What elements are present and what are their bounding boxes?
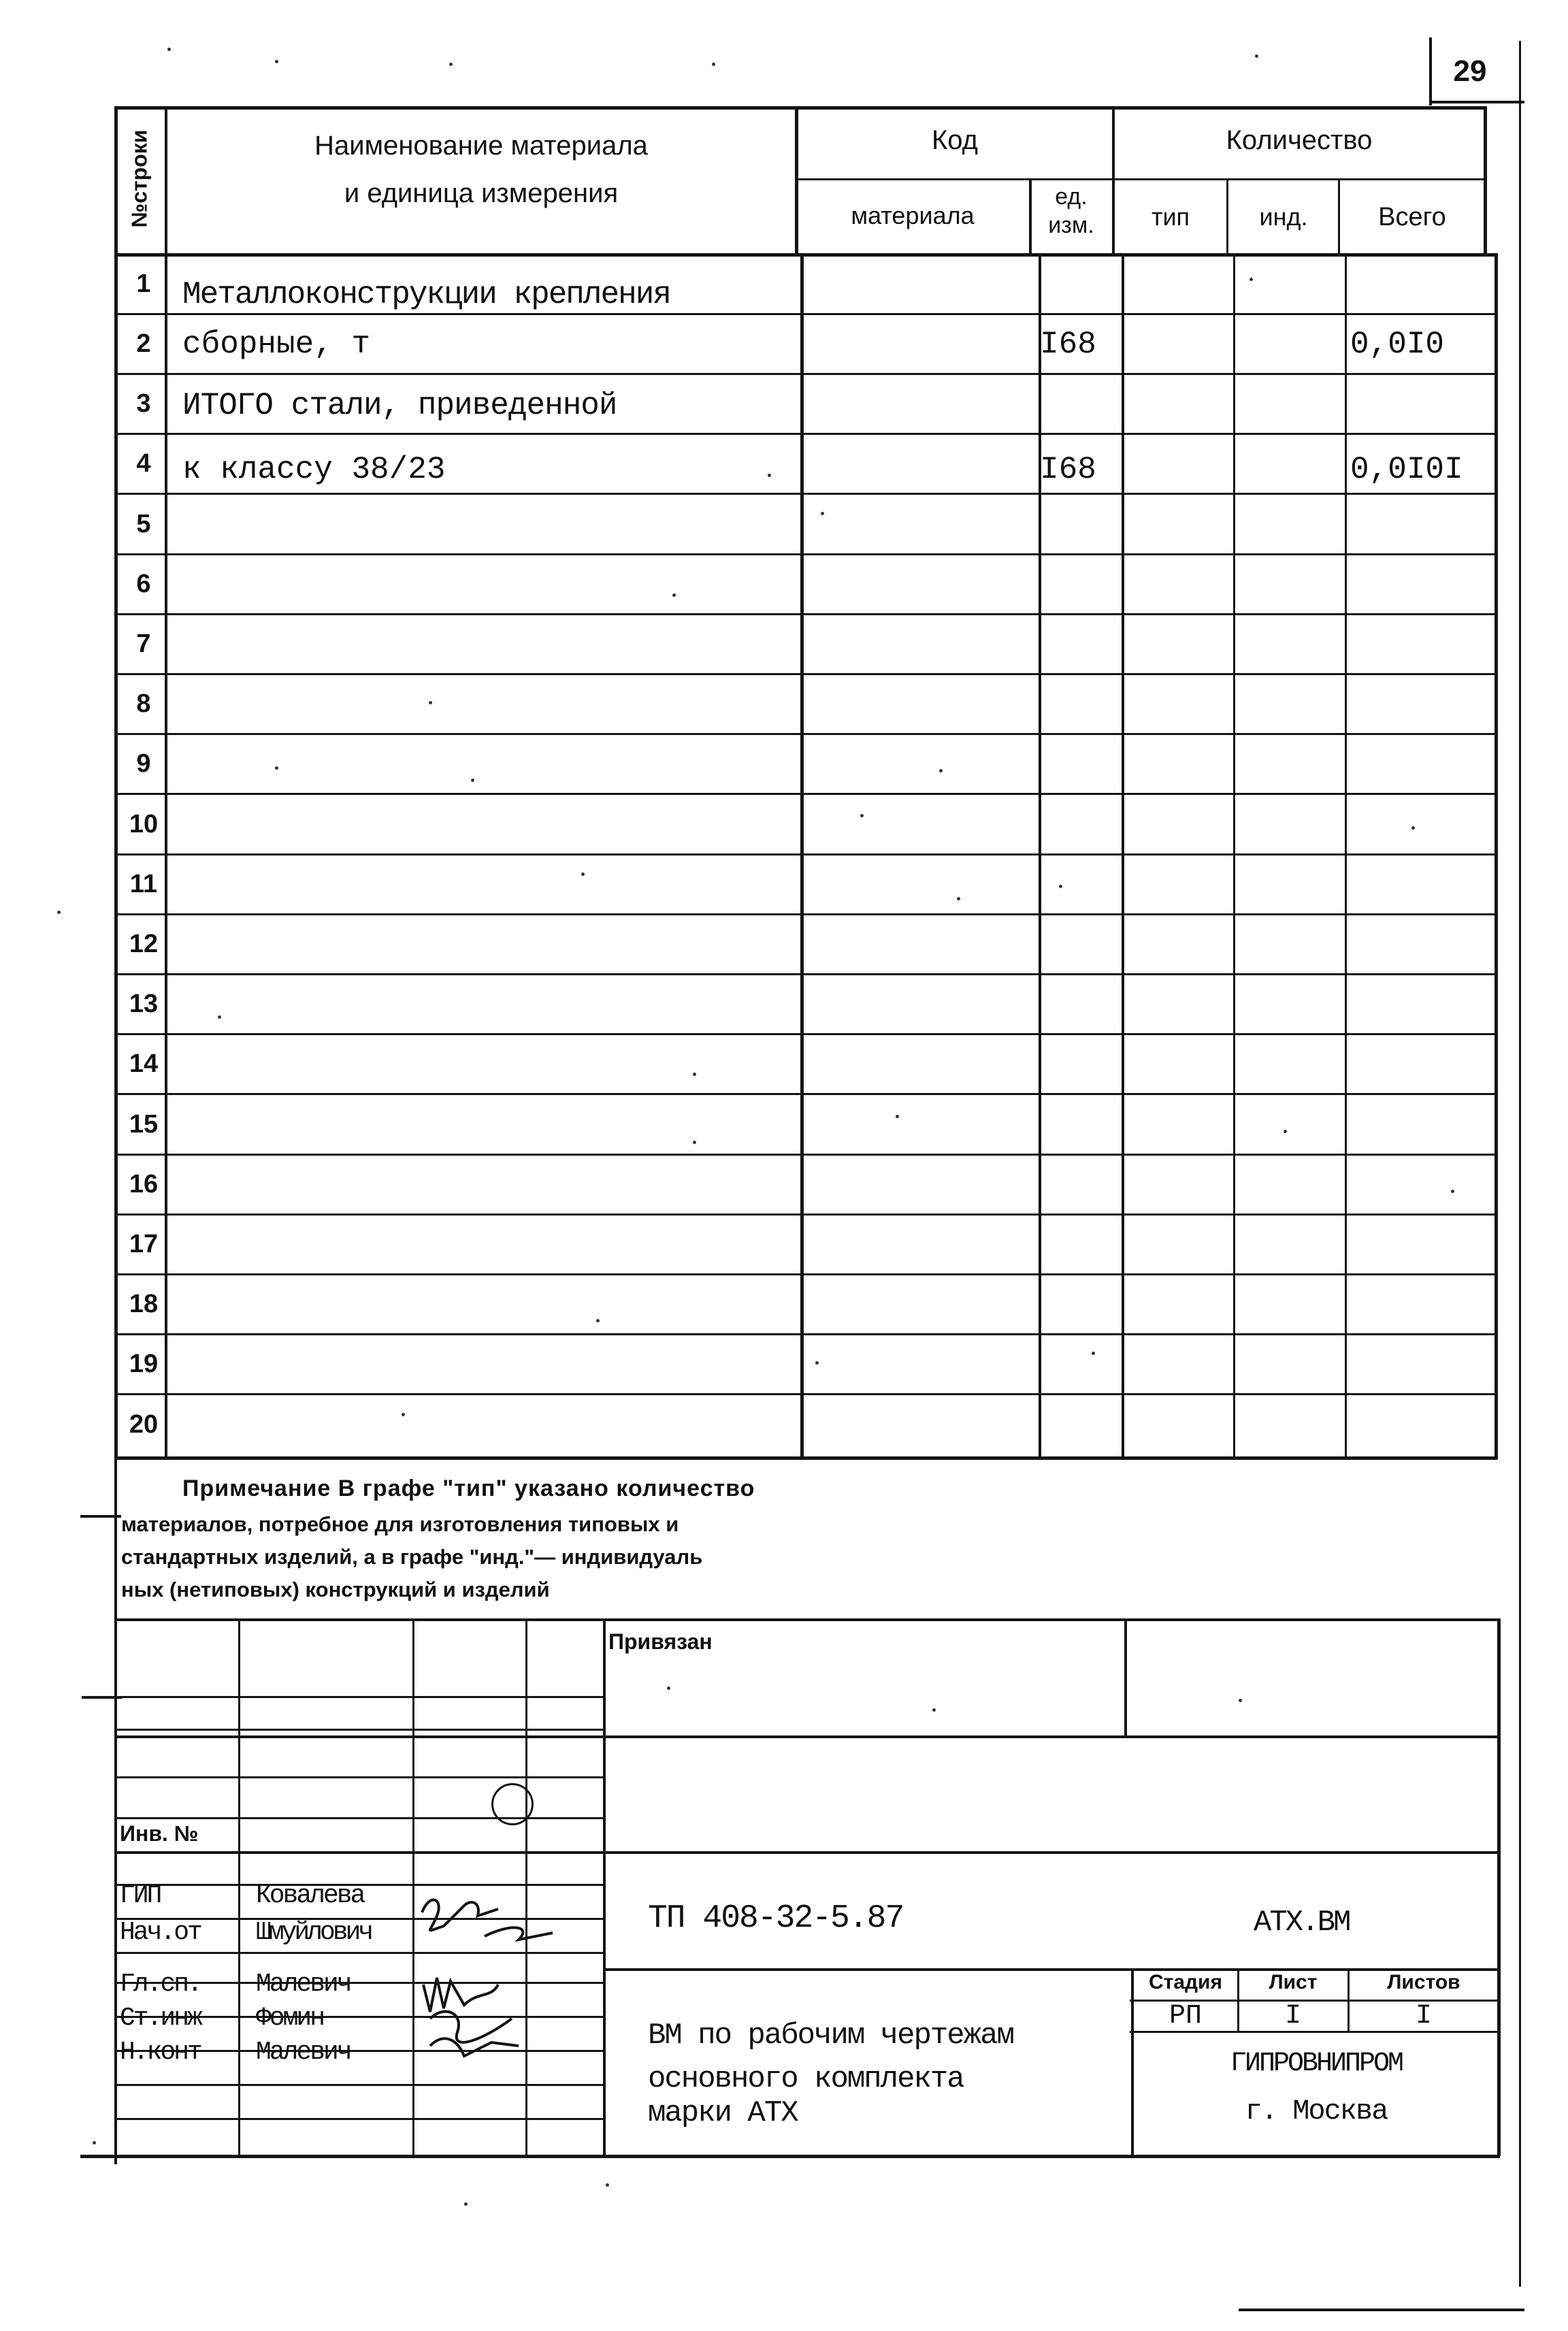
unit-code-header-line1: ед.: [1055, 184, 1088, 210]
total-quantity-header: Всего: [1378, 203, 1446, 231]
row-number: 3: [136, 389, 151, 418]
row-number: 5: [136, 510, 151, 538]
row-material-name: к классу 38/23: [182, 452, 446, 487]
row-number: 13: [129, 990, 159, 1018]
row-number: 2: [136, 329, 151, 358]
row-unit-code: I68: [1040, 327, 1096, 362]
sheet-label: Лист: [1269, 1971, 1318, 1993]
row-number: 6: [136, 570, 151, 598]
row-unit-code: I68: [1040, 452, 1096, 487]
signature-scribble: [416, 1971, 553, 2066]
document-title-line: основного комплекта: [648, 2062, 964, 2096]
signatory-role: Гл.сп.: [120, 1970, 201, 1999]
row-number: 7: [136, 630, 151, 658]
row-material-name: сборные, т: [182, 327, 371, 362]
signatory-name: Фомин: [256, 2004, 324, 2033]
document-code: ТП 408-32-5.87: [648, 1900, 904, 1937]
stage-value: РП: [1169, 2001, 1202, 2032]
row-number: 18: [129, 1290, 159, 1318]
stamp-circle: [491, 1783, 534, 1825]
note-line: материалов, потребное для изготовления типовых и: [121, 1512, 679, 1536]
material-code-header: материала: [851, 201, 975, 229]
tied-label: Привязан: [608, 1629, 713, 1654]
stage-label: Стадия: [1148, 1971, 1223, 1993]
individual-quantity-header: инд.: [1259, 203, 1308, 231]
note-line: ных (нетиповых) конструкций и изделий: [121, 1578, 550, 1601]
unit-code-header-line2: изм.: [1048, 212, 1094, 238]
row-material-name: ИТОГО стали, приведенной: [182, 388, 617, 423]
signatory-role: Нач.от: [120, 1918, 201, 1947]
row-total-quantity: 0,0I0I: [1350, 452, 1463, 487]
row-number: 16: [129, 1170, 159, 1199]
note-line: стандартных изделий, а в графе "инд."— индивидуаль: [121, 1545, 703, 1569]
row-number: 1: [136, 270, 151, 298]
organization-city: г. Москва: [1245, 2095, 1388, 2128]
code-header: Код: [931, 125, 978, 155]
row-number: 12: [129, 930, 159, 958]
row-number: 9: [136, 749, 151, 778]
row-material-name: Металлоконструкции крепления: [182, 277, 670, 312]
sheet-value: I: [1284, 2001, 1301, 2032]
row-number: 15: [129, 1110, 159, 1139]
signatory-role: Н.конт: [120, 2038, 201, 2067]
quantity-header: Количество: [1226, 125, 1373, 155]
signature-scribble: [416, 1885, 573, 1953]
type-quantity-header: тип: [1151, 203, 1190, 231]
row-number: 19: [129, 1350, 159, 1378]
row-number: 4: [136, 449, 151, 478]
row-number-header: №строки: [127, 129, 152, 228]
row-number: 11: [129, 870, 158, 898]
signatory-name: Ковалева: [256, 1881, 364, 1910]
row-total-quantity: 0,0I0: [1350, 327, 1445, 362]
document-title-line: марки АТХ: [648, 2096, 798, 2130]
row-number: 14: [129, 1049, 159, 1078]
sheets-label: Листов: [1387, 1971, 1460, 1993]
sheet-number: 29: [1453, 54, 1487, 88]
organization-name: ГИПРОВНИПРОМ: [1230, 2049, 1403, 2079]
row-number: 17: [129, 1230, 159, 1258]
row-number: 20: [129, 1410, 159, 1439]
inventory-number-label: Инв. №: [120, 1821, 199, 1846]
note-line: Примечание В графе "тип" указано количество: [182, 1476, 755, 1501]
document-mark: АТХ.ВМ: [1254, 1906, 1350, 1940]
row-number: 8: [136, 689, 151, 718]
signatory-name: Малевич: [256, 2038, 350, 2067]
sheets-value: I: [1415, 2001, 1432, 2032]
signatory-name: Шмуйлович: [256, 1918, 372, 1947]
name-header-line2: и единица измерения: [344, 178, 619, 208]
signatory-role: Ст.инж: [120, 2004, 201, 2033]
row-number: 10: [129, 810, 159, 838]
signatory-name: Малевич: [256, 1970, 350, 1999]
name-header-line1: Наименование материала: [314, 131, 648, 161]
signatory-role: ГИП: [120, 1881, 161, 1910]
document-title-line: ВМ по рабочим чертежам: [648, 2019, 1013, 2053]
